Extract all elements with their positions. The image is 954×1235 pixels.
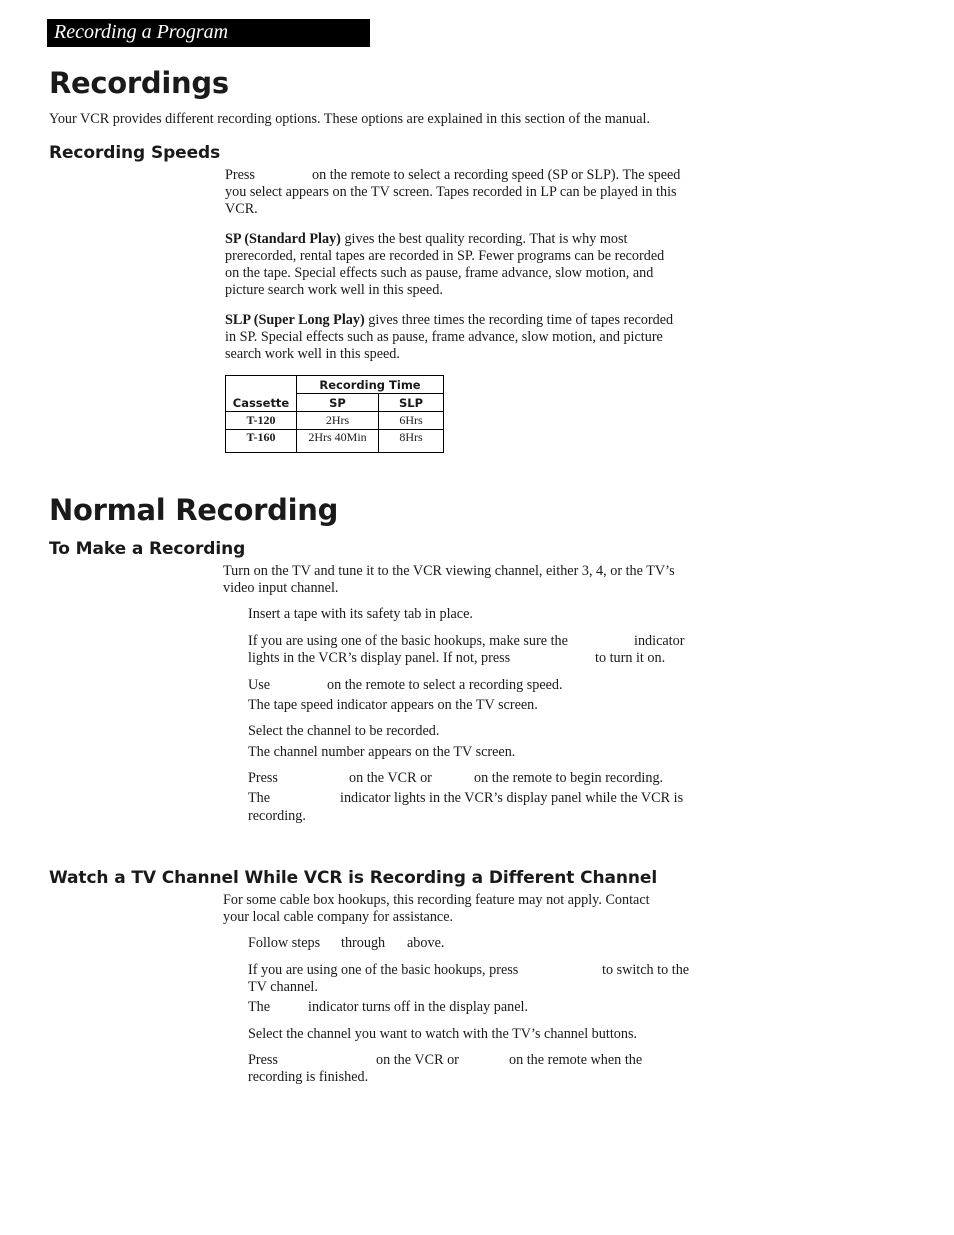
slp-paragraph: SLP (Super Long Play) gives three times the recording time of tapes recorded in SP. Special effects such as pause, frame advance, slow motion, and picture search work well in this speed.	[225, 312, 674, 362]
cassette-header: Cassette	[232, 396, 290, 410]
watch-channel-title: Watch a TV Channel While VCR is Recording a Different Channel	[49, 868, 658, 888]
step-1: Insert a tape with its safety tab in place.	[248, 606, 473, 622]
table-row: T-120 2Hrs 6Hrs	[226, 412, 444, 430]
recordings-intro: Your VCR provides different recording options. These options are explained in this section of the manual.	[49, 111, 651, 127]
banner-text: Recording a Program	[54, 21, 229, 43]
section-banner	[47, 19, 370, 47]
watch-step-3: Select the channel you want to watch with the TV’s channel buttons.	[248, 1026, 638, 1042]
normal-intro: Turn on the TV and tune it to the VCR viewing channel, either 3, 4, or the TV’s video input channel.	[223, 563, 675, 596]
normal-recording-title: Normal Recording	[49, 493, 339, 527]
slp-header: SLP	[379, 394, 444, 412]
recording-time-header: Recording Time	[297, 376, 444, 394]
make-recording-title: To Make a Recording	[49, 539, 246, 559]
recording-speeds-title: Recording Speeds	[49, 143, 221, 163]
recording-time-table	[225, 375, 444, 453]
table-row: T-160 2Hrs 40Min 8Hrs	[226, 430, 444, 453]
watch-intro: For some cable box hookups, this recording feature may not apply. Contact your local cable company for assistance.	[223, 892, 650, 925]
recordings-title: Recordings	[49, 66, 229, 100]
sp-paragraph: SP (Standard Play) gives the best quality recording. That is why most prerecorded, rental tapes are recorded in SP. Fewer programs can be recorded on the tape. Special effects such as pause, frame advance, slow motion, and picture search work well in this speed.	[225, 231, 665, 298]
sp-header: SP	[297, 394, 379, 412]
